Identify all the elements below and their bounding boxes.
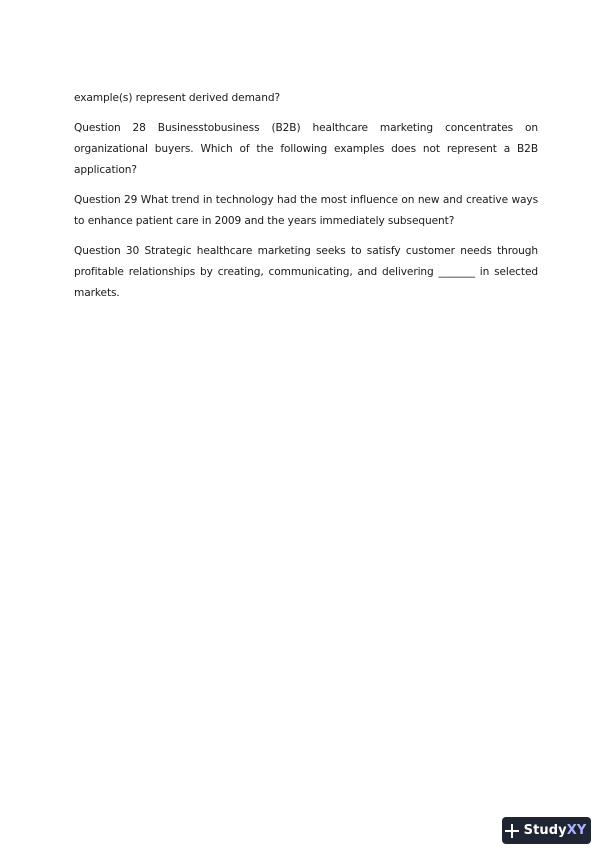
question-29: Question 29 What trend in technology had the most influence on new and creative ways to enhance patient care in 2009 and the years immediately subsequent?: [74, 194, 538, 227]
plus-icon: [505, 824, 519, 838]
document-body: [74, 88, 538, 313]
paragraph-continuation: example(s) represent derived demand?: [74, 92, 280, 104]
studyxy-badge[interactable]: [502, 817, 591, 844]
badge-label: [524, 823, 587, 838]
badge-text-accent: XY: [566, 823, 587, 838]
question-30: Question 30 Strategic healthcare marketing seeks to satisfy customer needs through profitable relationships by creating, communicating, and delivering _______ in selected markets.: [74, 245, 538, 299]
badge-text-main: Study: [523, 823, 567, 838]
question-28: Question 28 Businesstobusiness (B2B) healthcare marketing concentrates on organizational buyers. Which of the following examples does not represent a B2B application?: [74, 122, 538, 176]
